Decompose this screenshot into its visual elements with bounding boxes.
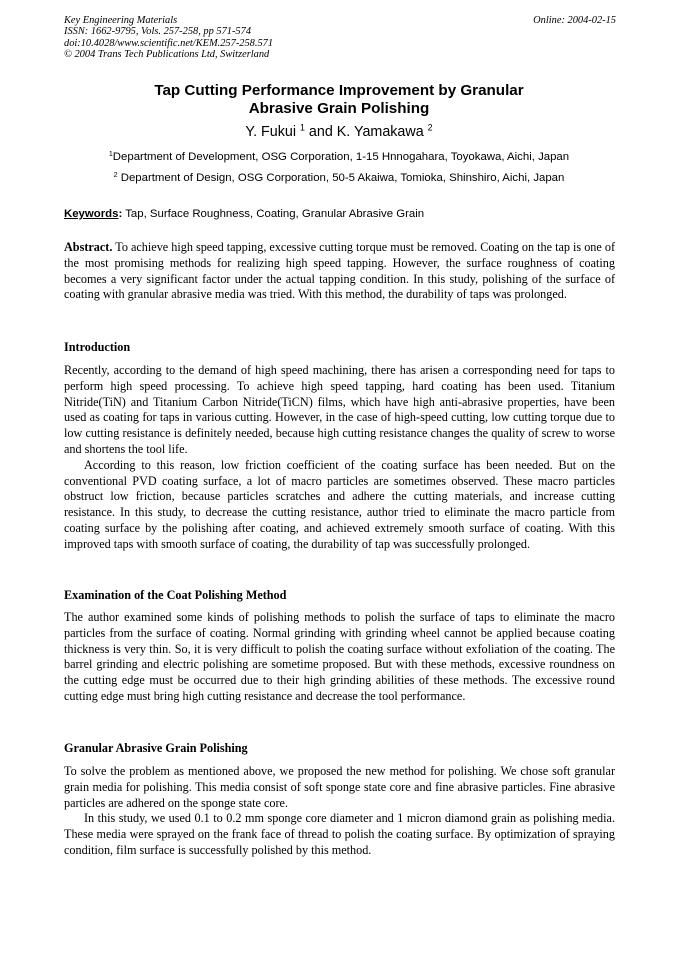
paragraph: According to this reason, low friction coefficient of the coating surface has been needed. But on the conventional PVD coating surface, a lot of macro particles are sometimes observed. These macro particles obstruct low friction, because particles scratches and adhere the cutting materials, and increase cutting resistance. In this study, to decrease the cutting resistance, author tried to eliminate the macro particle from coating surface by the polishing after coating, and achieved extremely smooth surface of coating. With this improved taps with smooth surface of coating, the durability of tap was successfully prolonged. bbox=[64, 457, 615, 551]
copyright-line: © 2004 Trans Tech Publications Ltd, Switzerland bbox=[64, 48, 270, 60]
paragraph: The author examined some kinds of polishing methods to polish the surface of taps to eliminate the macro particles from the surface of coating. Normal grinding with grinding wheel cannot be applied because coating thickness is very thin. So, it is very difficult to polish the coating surface without exfoliation of the coating. The barrel grinding and electric polishing are sometime proposed. But with these methods, excessive roundness on the cutting edge must be occurred due to their high grinding abilities of these methods. The excessive round cutting edge must bring high cutting resistance and decrease the tool performance. bbox=[64, 610, 615, 703]
affiliation-1-text: Department of Development, OSG Corporation, 1-15 Hnnogahara, Toyokawa, Aichi, Japan bbox=[112, 151, 570, 163]
section-granular-polishing bbox=[64, 764, 615, 859]
paragraph: To solve the problem as mentioned above, we proposed the new method for polishing. We chose soft granular grain media for polishing. This media consist of soft sponge state core and fine abrasive particles. Fine abrasive particles are adhered on the sponge state core. bbox=[64, 764, 615, 810]
author-2: K. Yamakawa bbox=[336, 124, 424, 140]
affiliation-2-mark: 2 bbox=[113, 171, 118, 179]
abstract-label: Abstract. bbox=[64, 240, 113, 254]
section-heading-introduction: Introduction bbox=[64, 340, 131, 354]
paper-title bbox=[0, 82, 678, 118]
author-1: Y. Fukui bbox=[245, 124, 297, 140]
section-heading-granular-polishing: Granular Abrasive Grain Polishing bbox=[64, 741, 248, 755]
abstract bbox=[64, 240, 615, 303]
affiliation-1 bbox=[0, 150, 678, 164]
author-2-affiliation-mark: 2 bbox=[427, 122, 433, 133]
paragraph: Recently, according to the demand of high speed machining, there has arisen a corresponding need for taps to perform high speed processing. To achieve high speed tapping, hard coating has been used. Titanium Nitride(TiN) and Titanium Carbon Nitride(TiCN) films, which have high anti-abrasive properties, have been used as coating for taps in various cutting. However, in the case of high-speed cutting, low cutting torque due to low cutting resistance is definitely needed, because high cutting resistance changes the quality of screw to worse and shortens the tool life. bbox=[64, 363, 615, 456]
affiliation-2-text: Department of Design, OSG Corporation, 50-5 Akaiwa, Tomioka, Shinshiro, Aichi, Japan bbox=[120, 172, 565, 184]
author-1-affiliation-mark: 1 bbox=[300, 122, 305, 133]
keywords-colon: : bbox=[118, 208, 123, 220]
online-date: Online: 2004-02-15 bbox=[533, 15, 616, 26]
title-line-1: Tap Cutting Performance Improvement by Granular bbox=[154, 82, 524, 99]
title-line-2: Abrasive Grain Polishing bbox=[248, 100, 430, 117]
journal-name: Key Engineering Materials bbox=[64, 15, 178, 26]
abstract-paragraph bbox=[64, 240, 615, 303]
journal-header bbox=[64, 15, 616, 60]
section-heading-examination: Examination of the Coat Polishing Method bbox=[64, 588, 287, 602]
abstract-text: To achieve high speed tapping, excessive cutting torque must be removed. Coating on the tap is one of the most promising methods for realizing high speed tapping. However, the surface roughness of coating becomes a very significant factor under the actual tapping condition. In this study, polishing of the surface of coating with granular abrasive media was tried. With this method, the durability of taps was prolonged. bbox=[64, 240, 616, 302]
affiliation-1-mark: 1 bbox=[108, 150, 113, 158]
doi-line: doi:10.4028/www.scientific.net/KEM.257-258.571 bbox=[64, 37, 274, 49]
author-list bbox=[0, 123, 678, 141]
section-examination bbox=[64, 610, 615, 705]
keywords-label: Keywords bbox=[64, 208, 119, 220]
keywords-text: Tap, Surface Roughness, Coating, Granular Abrasive Grain bbox=[125, 208, 425, 220]
section-introduction bbox=[64, 363, 615, 553]
issn-line: ISSN: 1662-9795, Vols. 257-258, pp 571-574 bbox=[64, 26, 252, 38]
paragraph: In this study, we used 0.1 to 0.2 mm sponge core diameter and 1 micron diamond grain as polishing media. These media were sprayed on the frank face of thread to polish the coating surface. By optimization of spraying condition, film surface is successfully polished by this method. bbox=[64, 811, 615, 857]
affiliation-2 bbox=[0, 171, 678, 185]
author-conjunction: and bbox=[308, 124, 333, 140]
keywords-line bbox=[64, 207, 616, 221]
